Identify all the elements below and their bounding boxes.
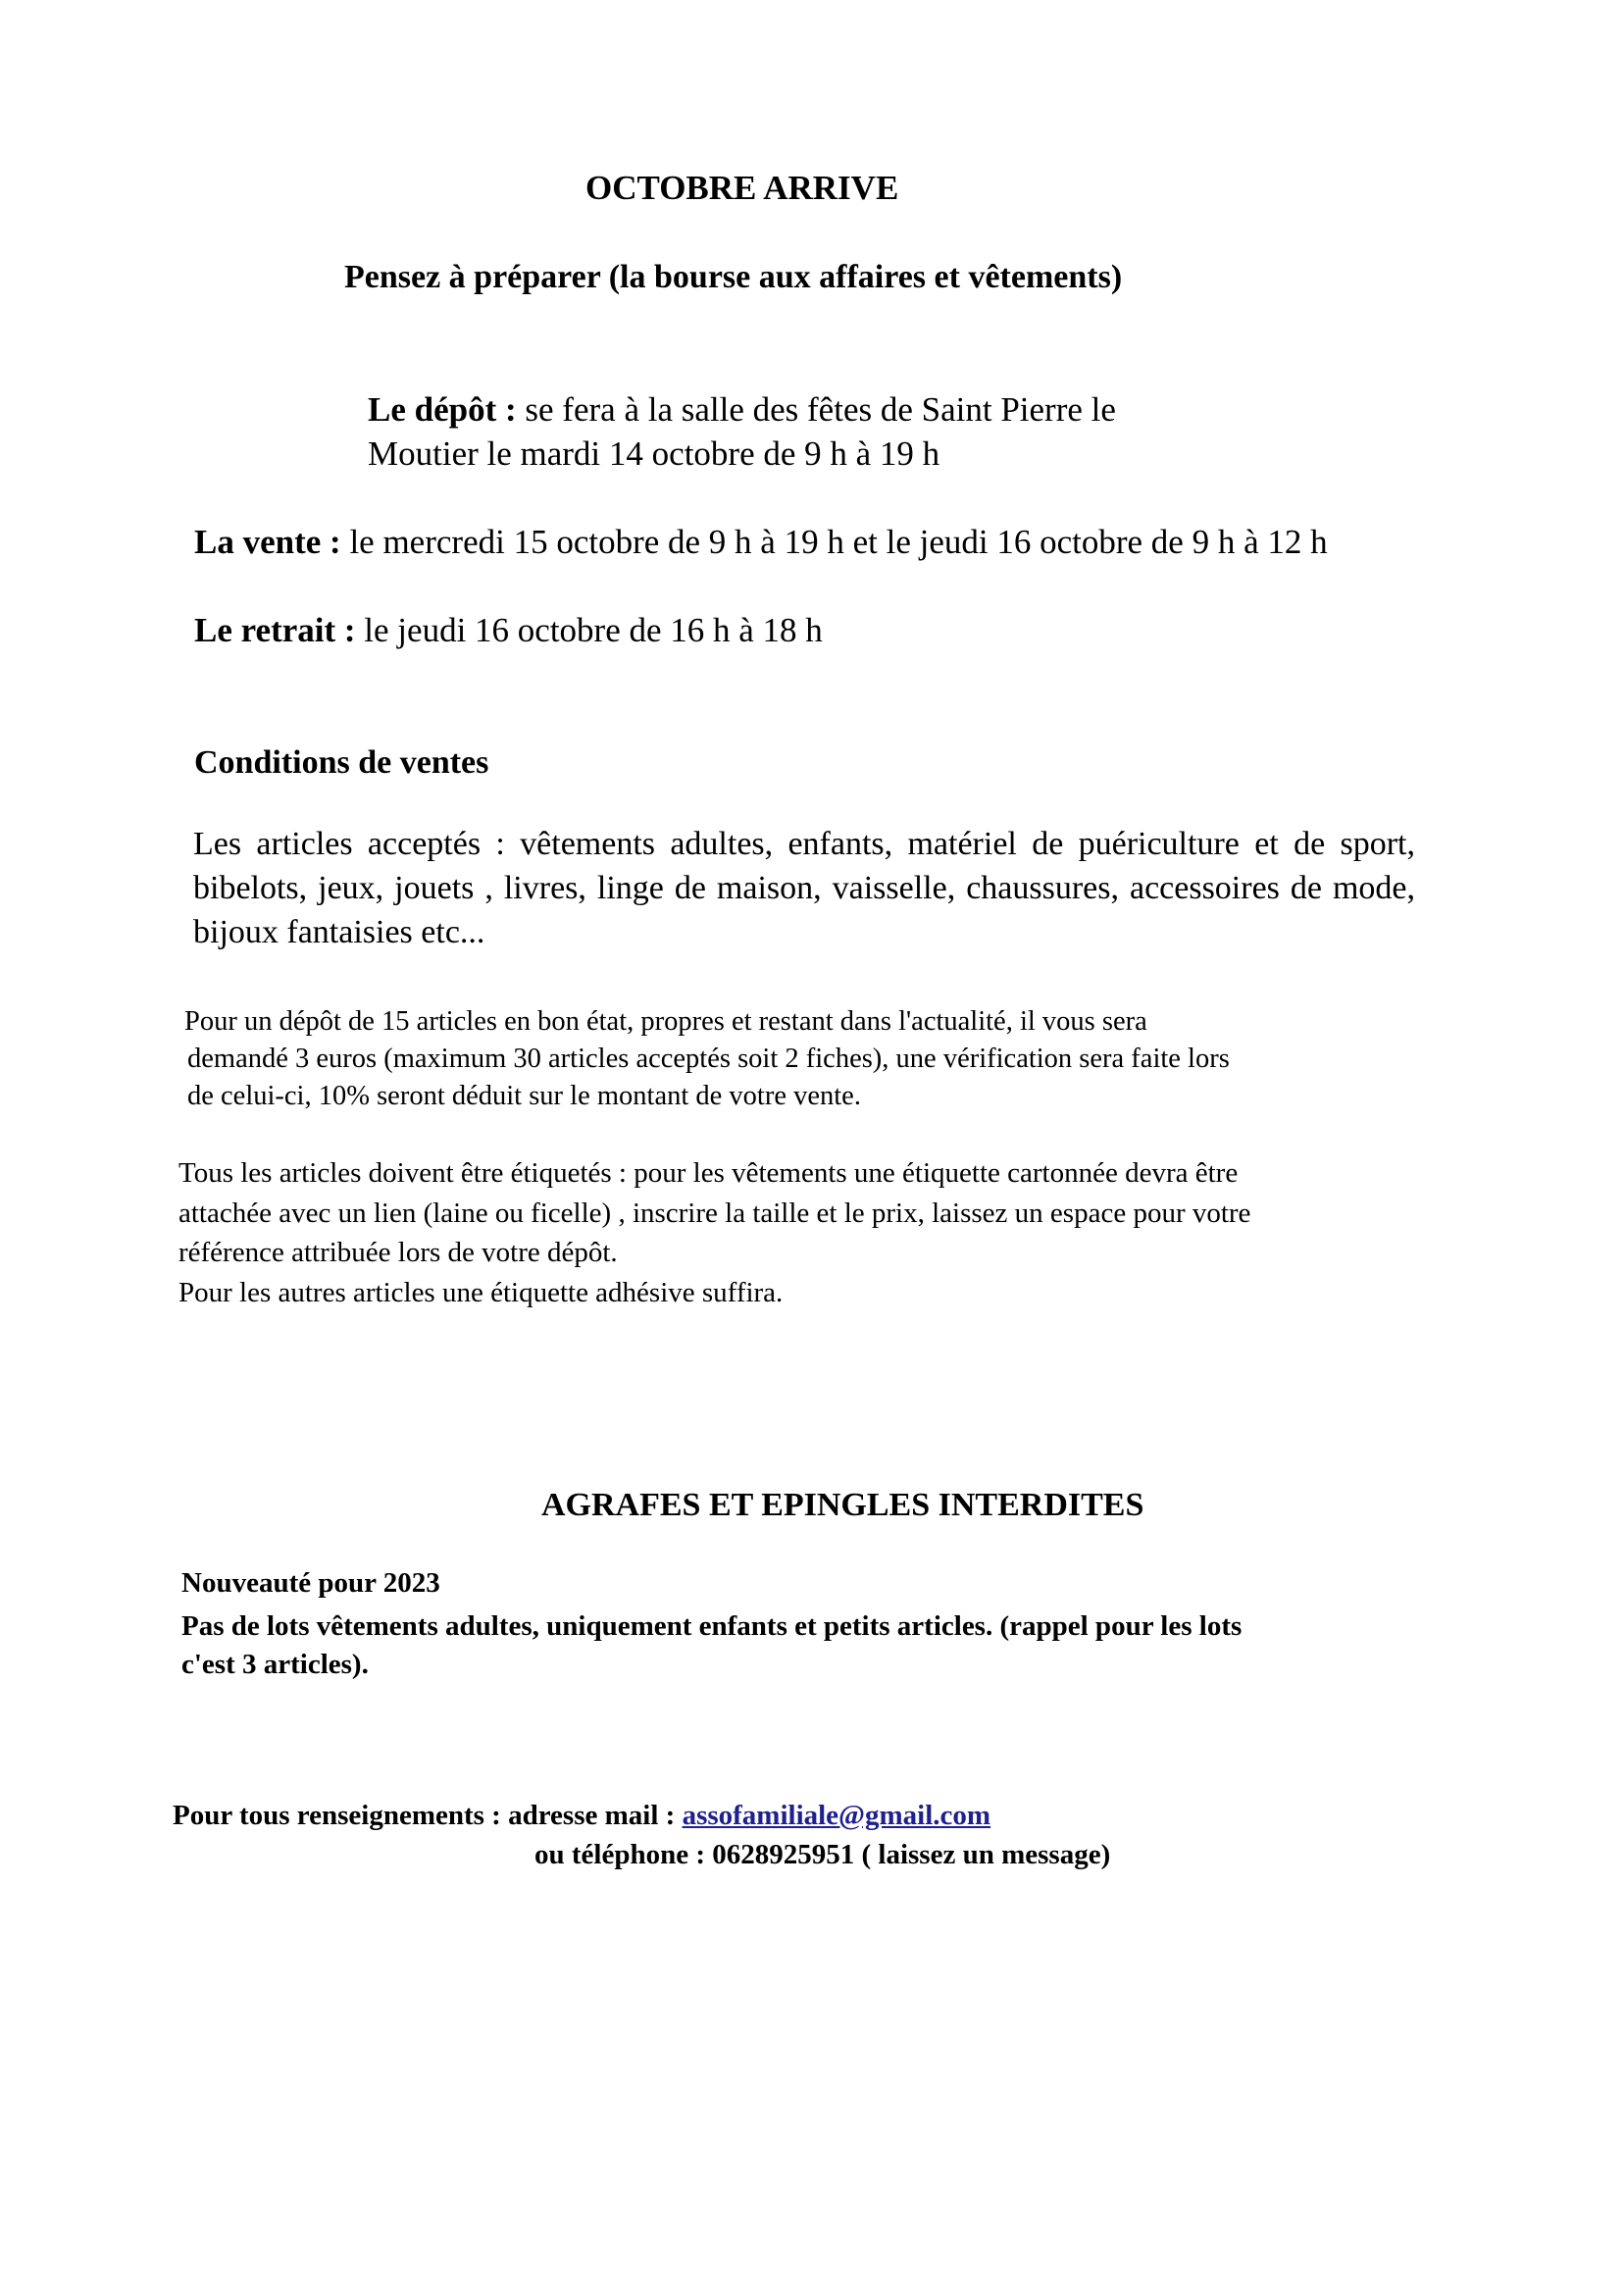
retrait-label: Le retrait :: [194, 611, 356, 649]
page-title: OCTOBRE ARRIVE: [585, 169, 899, 207]
depot-conditions-line: demandé 3 euros (maximum 30 articles acceptés soit 2 fiches), une vérification sera faite lors: [187, 1044, 1230, 1074]
vente-line: [194, 525, 1328, 559]
etiquette-line: attachée avec un lien (laine ou ficelle) , inscrire la taille et le prix, laissez un espace pour votre: [178, 1198, 1251, 1229]
depot-conditions-line: Pour un dépôt de 15 articles en bon état, propres et restant dans l'actualité, il vous sera: [184, 1006, 1147, 1037]
depot-line-2: Moutier le mardi 14 octobre de 9 h à 19 h: [368, 434, 940, 473]
email-link[interactable]: assofamiliale@gmail.com: [682, 1800, 991, 1831]
retrait-line: [194, 613, 823, 647]
phone-line: ou téléphone : 0628925951 ( laissez un message): [534, 1839, 1111, 1870]
conditions-heading: Conditions de ventes: [194, 744, 489, 781]
nouveaute-line: Pas de lots vêtements adultes, uniquement enfants et petits articles. (rappel pour les lots: [181, 1610, 1243, 1642]
depot-text: se fera à la salle des fêtes de Saint Pierre le: [516, 390, 1116, 429]
contact-label: Pour tous renseignements : adresse mail :: [173, 1800, 683, 1831]
etiquette-line: référence attribuée lors de votre dépôt.: [178, 1237, 618, 1268]
depot-conditions-line: de celui-ci, 10% seront déduit sur le montant de votre vente.: [187, 1081, 861, 1111]
depot-line-1: [368, 392, 1116, 427]
contact-line: [173, 1802, 990, 1830]
vente-text: le mercredi 15 octobre de 9 h à 19 h et le jeudi 16 octobre de 9 h à 12 h: [340, 523, 1328, 561]
nouveaute-line: c'est 3 articles).: [181, 1649, 369, 1680]
etiquette-line: Pour les autres articles une étiquette adhésive suffira.: [178, 1277, 784, 1308]
warning-heading: AGRAFES ET EPINGLES INTERDITES: [541, 1487, 1144, 1523]
etiquette-line: Tous les articles doivent être étiquetés : pour les vêtements une étiquette cartonnée devra être: [178, 1157, 1239, 1189]
accepted-articles-paragraph: Les articles acceptés : vêtements adultes, enfants, matériel de puériculture et de sport, bibelots, jeux, jouets , livres, linge de maison, vaisselle, chaussures, accessoires de mode, bijoux fantaisies etc...: [193, 826, 1415, 950]
retrait-text: le jeudi 16 octobre de 16 h à 18 h: [355, 611, 823, 649]
depot-label: Le dépôt :: [368, 390, 517, 429]
subtitle: Pensez à préparer (la bourse aux affaires et vêtements): [344, 259, 1123, 295]
vente-label: La vente :: [194, 523, 341, 561]
nouveaute-heading: Nouveauté pour 2023: [181, 1567, 440, 1599]
